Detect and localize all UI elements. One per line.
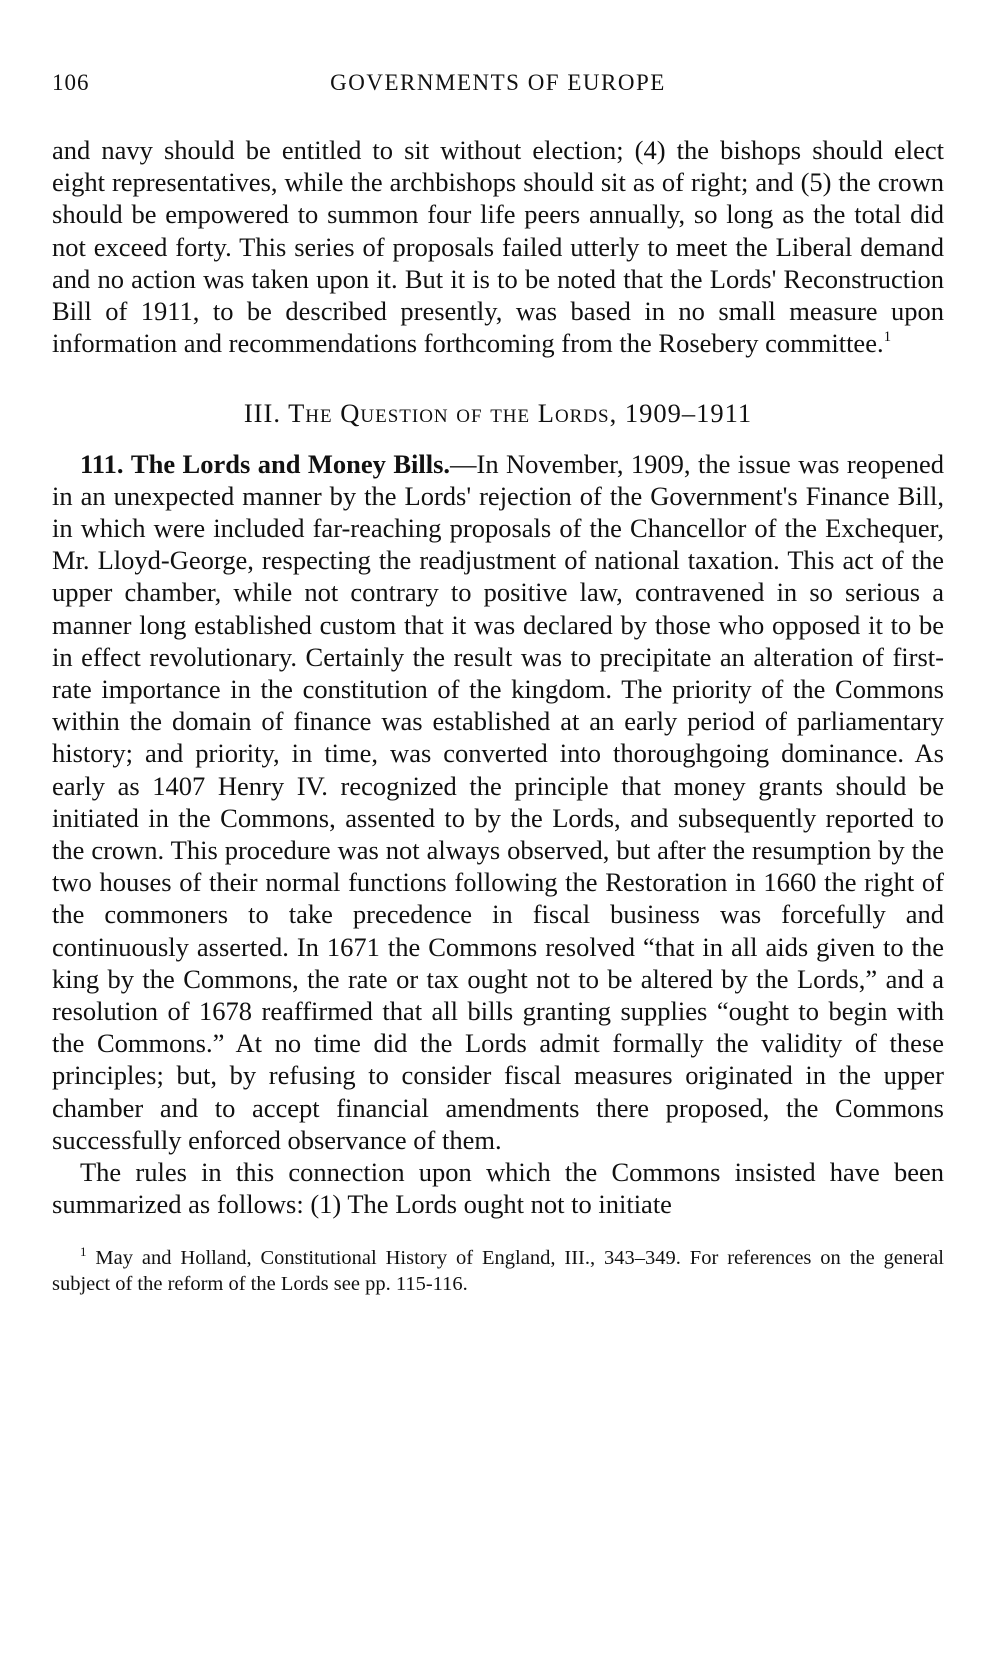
footnote-mark: 1 bbox=[80, 1243, 87, 1259]
book-title: GOVERNMENTS OF EUROPE bbox=[330, 70, 666, 95]
footnote-reference: 1 bbox=[883, 329, 892, 346]
footnotes bbox=[52, 1245, 944, 1297]
section-title: The Question of the Lords, 1909–1911 bbox=[288, 398, 753, 429]
paragraph-number: 111. bbox=[80, 448, 124, 479]
paragraph-rules-text: The rules in this connection upon which the Commons insisted have been summarized as follows: (1) The Lords ought not to initiate bbox=[52, 1157, 944, 1220]
continuation-text: and navy should be entitled to sit without election; (4) the bishops should elect eight representatives, while the archbishops should sit as of right; and (5) the crown should be empowered to summon four life peers annually, so long as the total did not exceed forty. This series of proposals failed utterly to meet the Liberal demand and no action was taken upon it. But it is to be noted that the Lords' Reconstruction Bill of 1911, to be described presently, was based in no small measure upon information and recommendations forthcoming from the Rosebery committee. bbox=[52, 135, 944, 359]
section-numeral: III. bbox=[243, 398, 281, 429]
page-number: 106 bbox=[52, 70, 90, 95]
body-text bbox=[52, 134, 944, 1221]
section-heading bbox=[52, 397, 944, 429]
book-page bbox=[52, 70, 944, 1297]
paragraph-111-text: —In November, 1909, the issue was reopened in an unexpected manner by the Lords' rejection of the Government's Finance Bill, in which were included far-reaching proposals of the Chancellor of the Exchequer, Mr. Lloyd-George, respecting the readjustment of national taxation. This act of the upper chamber, while not contrary to positive law, contravened in so serious a manner long established custom that it was declared by those who opposed it to be in effect revolutionary. Certainly the result was to precipitate an alteration of first-rate importance in the constitution of the kingdom. The priority of the Commons within the domain of finance was established at an early period of parliamentary history; and priority, in time, was converted into thoroughgoing dominance. As early as 1407 Henry IV. recognized the principle that money grants should be initiated in the Commons, assented to by the Lords, and subsequently reported to the crown. This procedure was not always observed, but after the resumption by the two houses of their normal functions following the Restoration in 1660 the right of the commoners to take precedence in fiscal business was forcefully and continuously asserted. In 1671 the Commons resolved “that in all aids given to the king by the Commons, the rate or tax ought not to be altered by the Lords,” and a resolution of 1678 reaffirmed that all bills granting supplies “ought to begin with the Commons.” At no time did the Lords admit formally the validity of these principles; but, by refusing to consider fiscal measures originated in the upper chamber and to accept financial amendments there proposed, the Commons successfully enforced observance of them. bbox=[52, 448, 944, 1155]
footnote-text: May and Holland, Constitutional History of England, III., 343–349. For references on the general subject of the reform of the Lords see pp. 115-116. bbox=[52, 1246, 945, 1295]
running-head bbox=[52, 70, 944, 106]
paragraph-rules bbox=[52, 1156, 944, 1220]
paragraph-title: The Lords and Money Bills. bbox=[130, 448, 451, 479]
continuation-paragraph bbox=[52, 134, 944, 359]
footnote-1 bbox=[52, 1245, 944, 1297]
paragraph-111 bbox=[52, 448, 944, 1156]
